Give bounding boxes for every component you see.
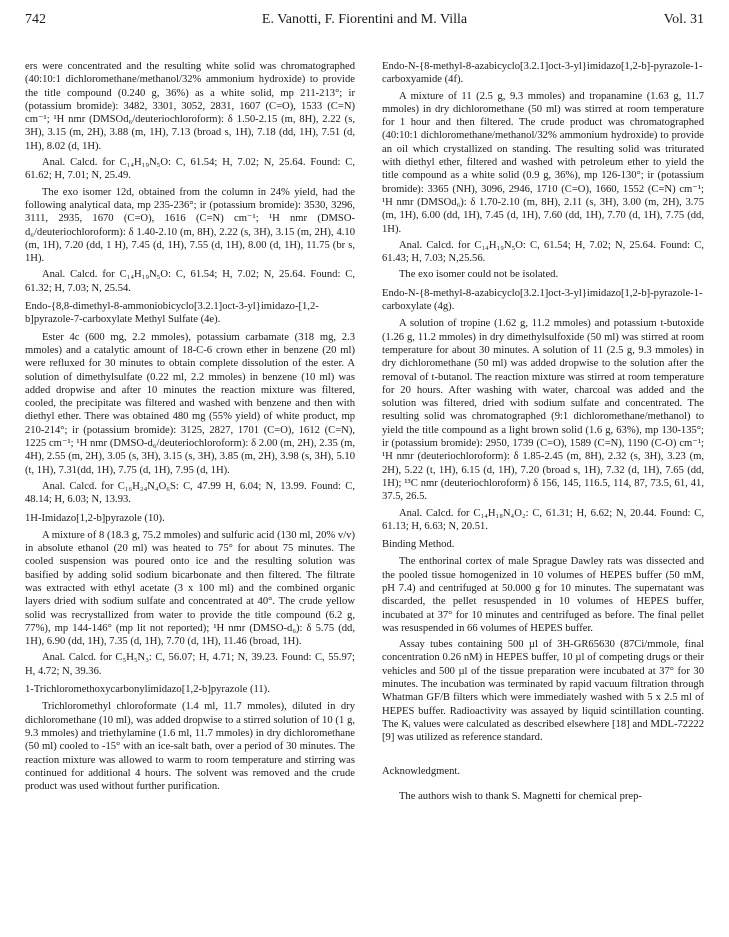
paragraph: The authors wish to thank S. Magnetti for chemical prep- [398, 790, 642, 802]
paragraph: The exo isomer 12d, obtained from the column in 24% yield, had the following analytical data, mp 235-236°; ir (potassium bromide): 3530, 3296, 3111, 2935, 1670 (C=O), 1616 (C=N) cm⁻¹; ¹H nmr (DMSO-d₆/deuteriochloroform): δ 1.40-2.10 (m, 8H), 2.22 (s, 3H), 3.15 (m, 2H), 4.10 (m, 1H), 7.20 (dd, 1 H), 7.45 (d, 1H), 7.55 (d, 1H), 8.00 (d, 1H), 11.75 (br s, 1H). [25, 186, 355, 265]
page-number: 742 [25, 12, 46, 27]
section-heading: Binding Method. [382, 539, 455, 551]
paragraph: Anal. Calcd. for C₁₆H₂₄N₄O₆S: C, 47.99 H, 6.04; N, 13.99. Found: C, 48.14; H, 6.03; N, 13.93. [25, 480, 355, 506]
paragraph: A solution of tropine (1.62 g, 11.2 mmoles) and potassium t-butoxide (1.26 g, 11.2 mmoles) in dry dimethylsulfoxide (50 ml) was stirred at room temperature for about 30 minutes. A solution of 11 (2.5 g, 9.3 mmoles) in dry dichloromethane (50 ml) was added dropwise to the solution after the removal of t-butanol. The reaction mixture was stirred at room temperature for 20 hours. After washing with water, charcoal was added and the solution was filtered, dried with sodium sulfate and concentrated. The resulting solid was chromatographed (9:1 dichloromethane/methanol) to yield the title compound as a light brown solid (1.6 g, 63%), mp 130-135°; ir (potassium bromide): 2950, 1739 (C=O), 1589 (C=N), 1190 (C-O) cm⁻¹; ¹H nmr (deuteriochloroform): δ 1.85-2.45 (m, 8H), 2.32 (s, 3H), 3.23 (m, 2H), 5.22 (t, 1H), 6.15 (d, 1H), 7.20 (broad s, 1H), 7.32 (d, 1H), 7.65 (dd, 1H); ¹³C nmr (deuteriochloroform) δ 156, 145, 116.5, 114, 87, 73.5, 61, 41, 37.5, 26.5. [382, 318, 704, 503]
section-heading: 1-Trichloromethoxycarbonylimidazo[1,2-b]pyrazole (11). [25, 684, 270, 696]
running-head-authors: E. Vanotti, F. Fiorentini and M. Villa [261, 12, 468, 27]
paragraph: Assay tubes containing 500 µl of 3H-GR65630 (87Ci/mmole, final concentration 0.26 nM) in HEPES buffer, 10 µl of competing drugs or their vehicles and 500 µl of the tissue preparation were incubated at 37° for 30 minutes. The incubation was terminated by rapid vacuum filtration through Whatman GF/B filters which were immediately washed with 5 x 2.5 ml of HEPES buffer. Radioactivity was assayed by liquid scintillation counting. The Kᵢ values were calculated as described elsewhere [18] and MDL-72222 [9] was utilized as reference standard. [382, 639, 704, 744]
paragraph: ers were concentrated and the resulting white solid was chromatographed (40:10:1 dichloromethane/methanol/32% ammonium hydroxide) to provide the title compound (0.240 g, 36%) as a white solid, mp 211-213°; ir (potassium bromide): 3482, 3301, 3052, 2831, 1607 (C=O), 1533 (C=N) cm⁻¹; ¹H nmr (DMSOd₆/deuteriochloroform): δ 1.50-2.15 (m, 8H), 2.22 (s, 3H), 3.15 (m, 2H), 3.88 (m, 1H), 7.13 (broad s, 1H), 7.18 (dd, 1H), 7.51 (d, 1H), 8.02 (d, 1H). [25, 61, 355, 152]
paragraph: A mixture of 8 (18.3 g, 75.2 mmoles) and sulfuric acid (130 ml, 20% v/v) in absolute ethanol (20 ml) was heated to 75° for about 75 minutes. The cooled suspension was poured onto ice and the resulting solution was basified by adding solid sodium bicarbonate and then filtered. The filtrate was extracted with ethyl acetate (3 x 100 ml) and the combined organic layers dried with sodium sulfate and concentrated at 40°. The crude yellow solid was recrystallized from water to provide the title compound (6.2 g, 77%), mp 144-146° (mp lit not reported); ¹H nmr (DMSO-d₆): δ 5.75 (dd, 1H), 6.90 (dd, 1H), 7.35 (d, 1H), 7.70 (d, 1H), 11.46 (broad, 1H). [25, 529, 355, 648]
paragraph: Endo-N-{8-methyl-8-azabicyclo[3.2.1]oct-3-yl}imidazo[1,2-b]-pyrazole-1-carboxyamide (4f). [382, 61, 703, 86]
section-heading: Endo-N-{8-methyl-8-azabicyclo[3.2.1]oct-3-yl}imidazo[1,2-b]-pyrazole-1-carboxylate (4g). [382, 287, 703, 313]
paragraph: The exo isomer could not be isolated. [398, 269, 559, 281]
paragraph: A mixture of 11 (2.5 g, 9.3 mmoles) and tropanamine (1.63 g, 11.7 mmoles) in dry dichloromethane (50 ml) was stirred at room temperature for 1 hour and then filtered. The crude product was chromatographed (40:10:1 dichloromethane/methanol/32% ammonium hydroxide) to provide an oil which crystallized on standing. The resulting solid was triturated with diethyl ether, filtered and washed with petroleum ether to yield the title compound as a white solid (0.9 g, 36%), mp 126-130°; ir (potassium bromide): 3365 (NH), 3096, 2946, 1710 (C=O), 1660, 1552 (C=N) cm⁻¹; ¹H nmr (DMSOd₆): δ 1.70-2.10 (m, 8H), 2.11 (s, 3H), 3.00 (m, 2H), 3.75 (m, 1H), 6.00 (dd, 1H), 7.45 (d, 1H), 7.60 (dd, 1H), 7.70 (d, 1H), 7.75 (dd, 1H). [382, 90, 704, 235]
paragraph: Anal. Calcd. for C₁₄H₁₉N₅O: C, 61.54; H, 7.02; N, 25.64. Found: C, 61.32; H, 7.03; N, 25.54. [25, 269, 355, 294]
paragraph: Ester 4c (600 mg, 2.2 mmoles), potassium carbamate (318 mg, 2.3 mmoles) and a catalytic amount of 18-C-6 crown ether in benzene (20 ml) were refluxed for 30 minutes to obtain complete dissolution of the ester. A solution of dimethylsulfate (0.22 ml, 2.2 mmoles) in benzene (10 ml) was added dropwise and after 10 minutes the reaction mixture was filtered, cooled, the precipitate was filtered and washed with benzene and then with diethyl ether. There was obtained 480 mg (55% yield) of white product, mp 210-214°; ir (potassium bromide): 3125, 2827, 1701 (C=O), 1612 (C=N), 1225 cm⁻¹; ¹H nmr (DMSO-d₆/deuteriochloroform): δ 2.00 (m, 2H), 2.35 (m, 4H), 2.55 (m, 2H), 3.05 (s, 3H), 3.15 (s, 3H), 3.85 (m, 2H), 3.98 (s, 3H), 5.10 (t, 1H), 7.31(dd, 1H), 7.75 (d, 1H), 7.95 (d, 1H). [25, 331, 355, 476]
paragraph: Anal. Calcd. for C₁₄H₁₉N₅O: C, 61.54; H, 7.02; N, 25.64. Found: C, 61.43; H, 7.03; N,25.56. [382, 239, 704, 265]
right-text-column [382, 60, 704, 806]
section-heading: 1H-Imidazo[1,2-b]pyrazole (10). [25, 512, 165, 524]
paragraph: Anal. Calcd. for C₁₄H₁₈N₄O₂: C, 61.31; H, 6.62; N, 20.44. Found: C, 61.13; H, 6.63; N, 20.51. [382, 507, 704, 532]
page-header [25, 12, 704, 32]
paragraph: Anal. Calcd. for C₅H₅N₃: C, 56.07; H, 4.71; N, 39.23. Found: C, 55.97; H, 4.72; N, 39.36. [25, 652, 355, 677]
left-text-column [25, 60, 355, 796]
section-heading: Acknowledgment. [382, 765, 460, 777]
section-heading: Endo-{8,8-dimethyl-8-ammoniobicyclo[3.2.1]oct-3-yl}imidazo-[1,2-b]pyrazole-7-carboxylate Methyl Sulfate (4e). [25, 301, 319, 326]
volume-label: Vol. 31 [663, 12, 704, 27]
paragraph: Trichloromethyl chloroformate (1.4 ml, 11.7 mmoles), diluted in dry dichloromethane (10 ml), was added dropwise to a stirred solution of 10 (1 g, 9.3 mmoles) and triethylamine (1.6 ml, 11.7 mmoles) in dry dichloromethane (50 ml) cooled to -15° with an ice-salt bath, over a period of 30 minutes. The reaction mixture was allowed to warm to room temperature and stirring was continued for additional 4 hours. The solvent was removed and the crude product was used without further purification. [25, 701, 355, 793]
paragraph: Anal. Calcd. for C₁₄H₁₉N₅O: C, 61.54; H, 7.02; N, 25.64. Found: C, 61.62; H, 7.01; N, 25.49. [25, 157, 355, 182]
paragraph: The enthorinal cortex of male Sprague Dawley rats was dissected and the pooled tissue homogenized in 10 volumes of HEPES buffer (50 mM, pH 7.4) and centrifuged at 50.000 g for 10 minutes. The supernatant was discarded, the pellet resuspended in 10 volumes of HEPES buffer, incubated at 37° for 10 minutes and centrifuged as before. The final pellet was resuspended in 66 volumes of HEPES buffer. [382, 556, 704, 634]
